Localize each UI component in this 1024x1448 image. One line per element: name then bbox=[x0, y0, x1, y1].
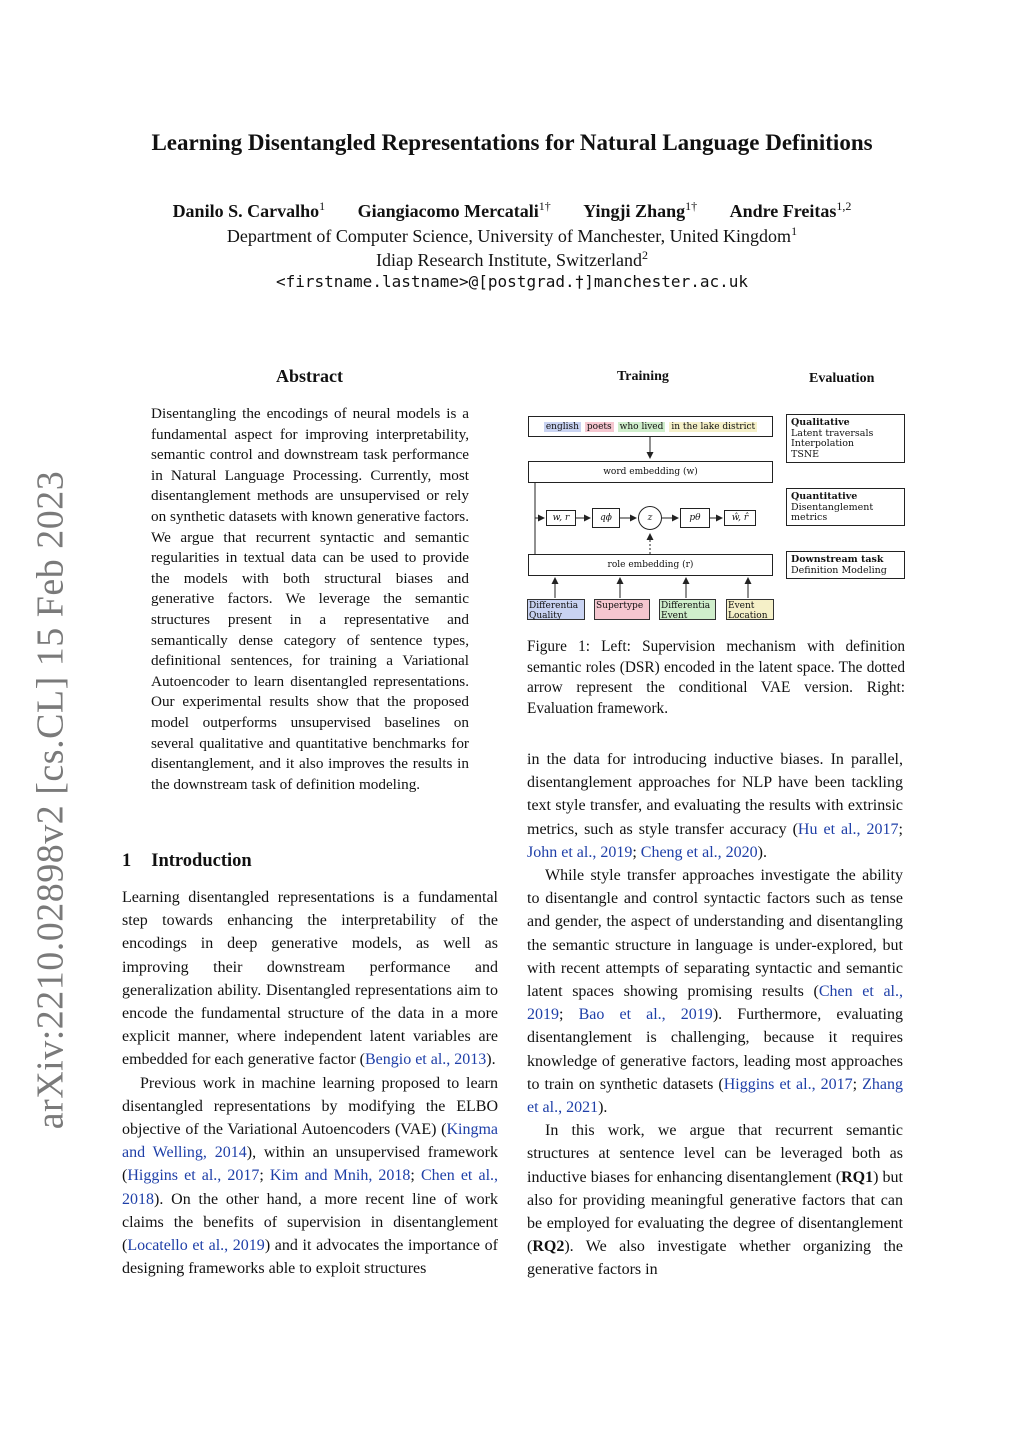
affiliation: Idiap Research Institute, Switzerland$^2$ bbox=[376, 248, 648, 270]
input-sentence bbox=[528, 416, 773, 437]
citation-link[interactable]: Hu et al., 2017 bbox=[797, 820, 899, 838]
word-embedding-box: word embedding (w) bbox=[528, 461, 773, 483]
role-supertype: Supertype bbox=[594, 599, 650, 620]
author-email: <firstname.lastname>@[postgrad.†]manchester.ac.uk bbox=[275, 272, 748, 291]
eval-qualitative: Qualitative Latent traversals Interpolation TSNE bbox=[786, 414, 905, 463]
sentence-token: poets bbox=[586, 421, 612, 432]
citation-link[interactable]: John et al., 2019 bbox=[527, 843, 633, 861]
citation-link[interactable]: Locatello et al., 2019 bbox=[127, 1237, 265, 1255]
sentence-token: in the lake district bbox=[671, 421, 756, 432]
decoder-node: pθ bbox=[680, 508, 710, 528]
citation-link[interactable]: Kingma and Welling, 2014 bbox=[122, 1121, 498, 1162]
role-event-location: Event Location bbox=[726, 599, 774, 620]
body-paragraph: While style transfer approaches investigate the ability to disentangle and control syntactic factors such as tense and gender, the aspect of understanding and disentangling the semantic structure in language is under-explored, but with recent attempts of separating syntactic and semantic latent spaces showing promising results (Chen et al., 2019; Bao et al., 2019). Furthermore, evaluating disentanglement is challenging, because it requires knowledge of generative factors, leading most approaches to train on synthetic datasets (Higgins et al., 2017; Zhang et al., 2021). bbox=[527, 867, 904, 1117]
role-differentia-event: Differentia Event bbox=[659, 599, 716, 620]
training-label: Training bbox=[617, 369, 669, 384]
eval-quantitative: Quantitative Disentanglement metrics bbox=[786, 488, 905, 526]
citation-link[interactable]: Higgins et al., 2017 bbox=[723, 1075, 853, 1093]
body-paragraph: in the data for introducing inductive biases. In parallel, disentanglement approaches for NLP have been tackling text style transfer, and evaluating the results with extrinsic metrics, such as style transfer accuracy (Hu et al., 2017; John et al., 2019; Cheng et al., 2020). bbox=[527, 751, 903, 861]
input-node: w, r bbox=[546, 510, 576, 526]
author: Giangiacomo Mercatali$^{1\dagger}$ bbox=[357, 199, 551, 221]
latent-node: z bbox=[638, 506, 662, 530]
arxiv-id: arXiv:2210.02898v2 [cs.CL] 15 Feb 2023 bbox=[29, 470, 72, 1130]
intro-paragraph: Learning disentangled representations is a fundamental step towards enhancing the interpretability of the encodings in deep generative models, as well as improving their downstream performance and generalization ability. Disentangled representations aim to encode the fundamental structure of the data in a more explicit manner, where independent latent variables are embedded for each generative factor (Bengio et al., 2013). bbox=[122, 889, 498, 1069]
abstract-heading: Abstract bbox=[276, 366, 343, 386]
sentence-token: english bbox=[545, 421, 579, 432]
role-differentia-quality: Differentia Quality bbox=[527, 599, 585, 620]
sentence-token: who lived bbox=[619, 421, 664, 432]
author: Andre Freitas$^{1,2}$ bbox=[729, 199, 852, 221]
research-question: RQ2 bbox=[532, 1238, 565, 1256]
citation-link[interactable]: Chen et al., 2018 bbox=[122, 1167, 499, 1208]
evaluation-label: Evaluation bbox=[809, 371, 875, 386]
citation-link[interactable]: Higgins et al., 2017 bbox=[127, 1167, 260, 1185]
citation-link[interactable]: Zhang et al., 2021 bbox=[527, 1075, 904, 1117]
paper-title: Learning Disentangled Representations for Natural Language Definitions bbox=[151, 130, 873, 155]
role-embedding-box: role embedding (r) bbox=[528, 554, 773, 576]
body-paragraph: In this work, we argue that recurrent semantic structures at sentence level can be leveraged both as inductive biases for enhancing disentanglement (RQ1) but also for providing meaningful generative factors that can be employed for evaluating the degree of disentanglement (RQ2). We also investigate whether organizing the generative factors in bbox=[527, 1122, 903, 1279]
author: Danilo S. Carvalho$^1$ bbox=[172, 199, 326, 221]
citation-link[interactable]: Cheng et al., 2020 bbox=[640, 843, 758, 861]
citation-link[interactable]: Bengio et al., 2013 bbox=[364, 1051, 487, 1069]
intro-paragraph: Previous work in machine learning proposed to learn disentangled representations by modifying the ELBO objective of the Variational Autoencoders (VAE) (Kingma and Welling, 2014), within an unsupervised framework (Higgins et al., 2017; Kim and Mnih, 2018; Chen et al., 2018). On the other hand, a more recent line of work claims the benefits of supervision in disentanglement (Locatello et al., 2019) and it advocates the importance of designing frameworks able to exploit structures bbox=[122, 1074, 499, 1278]
author: Yingji Zhang$^{1\dagger}$ bbox=[583, 199, 698, 221]
eval-downstream: Downstream task Definition Modeling bbox=[786, 551, 905, 579]
left-column bbox=[122, 851, 498, 1280]
citation-link[interactable]: Bao et al., 2019 bbox=[578, 1006, 713, 1024]
output-node: ŵ, r̂ bbox=[724, 510, 756, 526]
figure-caption: Figure 1: Left: Supervision mechanism with definition semantic roles (DSR) encoded in the latent space. The dotted arrow represent the conditional VAE version. Right: Evaluation framework. bbox=[527, 638, 905, 717]
section-heading: 1 Introduction bbox=[122, 851, 252, 871]
research-question: RQ1 bbox=[841, 1168, 874, 1186]
citation-link[interactable]: Kim and Mnih, 2018 bbox=[269, 1167, 411, 1185]
abstract-text: Disentangling the encodings of neural models is a fundamental aspect for improving interpretability, semantic control and downstream task performance in Natural Language Processing. Currently, most disentanglement methods are unsupervised or rely on synthetic datasets with known generative factors. We argue that recurrent syntactic and semantic regularities in textual data can be used to provide the models with both structural biases and generative factors. We leverage the semantic structures present in a representative and semantically dense category of sentence types, definitional sentences, for training a Variational Autoencoder to learn disentangled representations. Our experimental results show that the proposed model outperforms unsupervised baselines on several qualitative and quantitative benchmarks for disentanglement, and it also improves the results in the downstream task of definition modeling. bbox=[151, 405, 469, 793]
encoder-node: qϕ bbox=[592, 508, 620, 528]
right-column bbox=[527, 748, 903, 1282]
citation-link[interactable]: Chen et al., 2019 bbox=[527, 983, 903, 1024]
affiliation: Department of Computer Science, University of Manchester, United Kingdom$^1$ bbox=[226, 224, 798, 246]
figure-arrows bbox=[0, 0, 1024, 640]
